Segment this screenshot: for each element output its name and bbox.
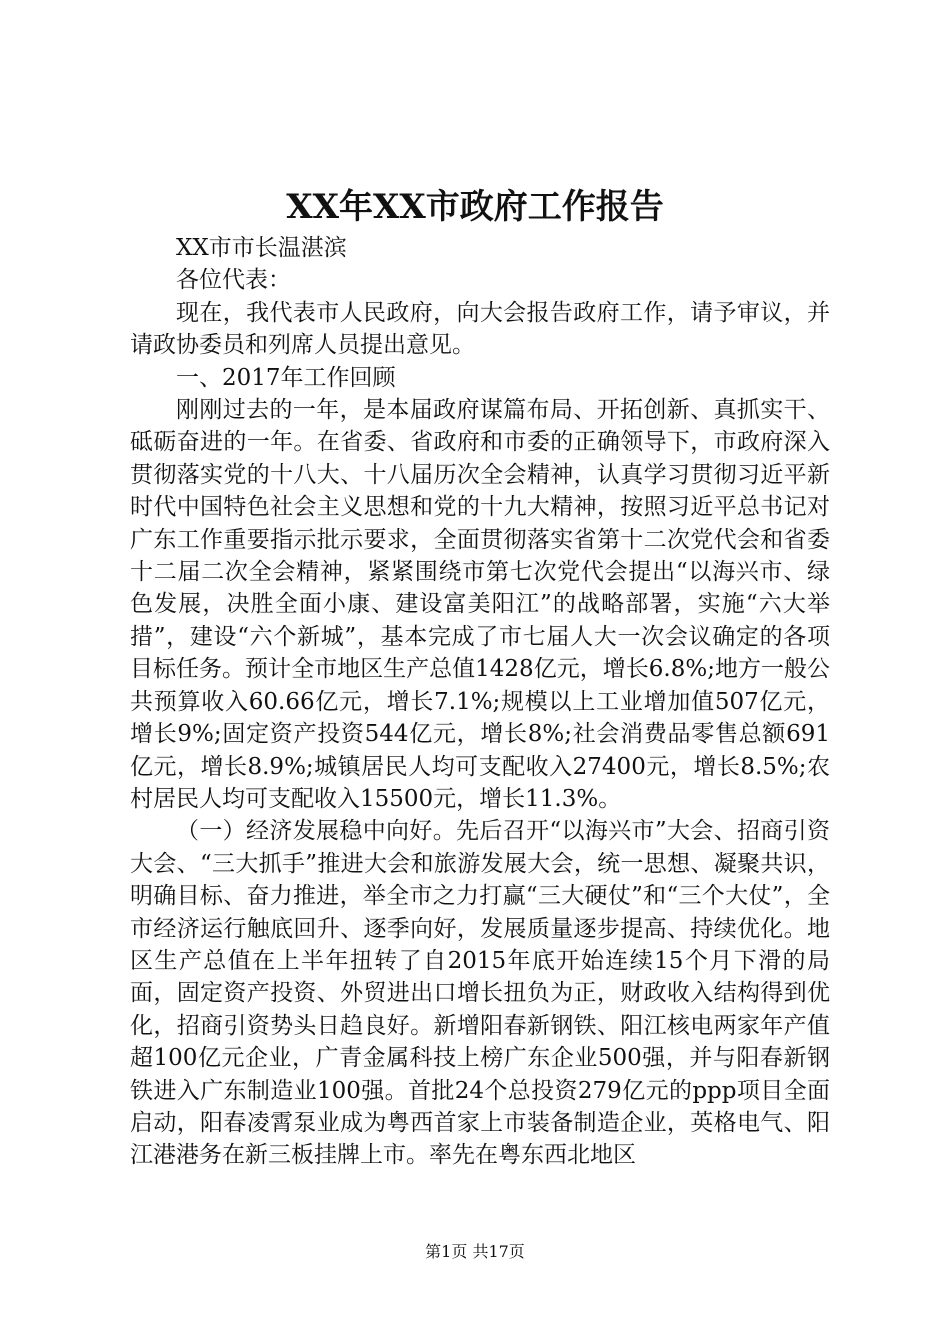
- author-line: XX市市长温湛滨: [176, 235, 347, 261]
- paragraph: 现在，我代表市人民政府，向大会报告政府工作，请予审议，并请政协委员和列席人员提出意见。: [130, 299, 830, 359]
- document-body: [130, 232, 830, 1172]
- paragraph: （一）经济发展稳中向好。先后召开“以海兴市”大会、招商引资大会、“三大抓手”推进大会和旅游发展大会，统一思想、凝聚共识，明确目标、奋力推进，举全市之力打赢“三大硬仗”和“三个大仗”，全市经济运行触底回升、逐季向好，发展质量逐步提高、持续优化。地区生产总值在上半年扭转了自2015年底开始连续15个月下滑的局面，固定资产投资、外贸进出口增长扭负为正，财政收入结构得到优化，招商引资势头日趋良好。新增阳春新钢铁、阳江核电两家年产值超100亿元企业，广青金属科技上榜广东企业500强，并与阳春新钢铁进入广东制造业100强。首批24个总投资279亿元的ppp项目全面启动，阳春凌霄泵业成为粤西首家上市装备制造企业，英格电气、阳江港港务在新三板挂牌上市。率先在粤东西北地区: [130, 818, 830, 1169]
- salutation: 各位代表：: [176, 267, 291, 294]
- page-footer: 第1页 共17页: [425, 1242, 525, 1261]
- section-heading: 一、2017年工作回顾: [176, 364, 396, 391]
- document-title: XX年XX市政府工作报告: [286, 187, 664, 227]
- paragraph: 刚刚过去的一年，是本届政府谋篇布局、开拓创新、真抓实干、砥砺奋进的一年。在省委、省政府和市委的正确领导下，市政府深入贯彻落实党的十八大、十八届历次全会精神，认真学习贯彻习近平新时代中国特色社会主义思想和党的十九大精神，按照习近平总书记对广东工作重要指示批示要求，全面贯彻落实省第十二次党代会和省委十二届二次全会精神，紧紧围绕市第七次党代会提出“以海兴市、绿色发展，决胜全面小康、建设富美阳江”的战略部署，实施“六大举措”，建设“六个新城”，基本完成了市七届人大一次会议确定的各项目标任务。预计全市地区生产总值1428亿元，增长6.8%;地方一般公共预算收入60.66亿元，增长7.1%;规模以上工业增加值507亿元，增长9%;固定资产投资544亿元，增长8%;社会消费品零售总额691亿元，增长8.9%;城镇居民人均可支配收入27400元，增长8.5%;农村居民人均可支配收入15500元，增长11.3%。: [130, 397, 830, 812]
